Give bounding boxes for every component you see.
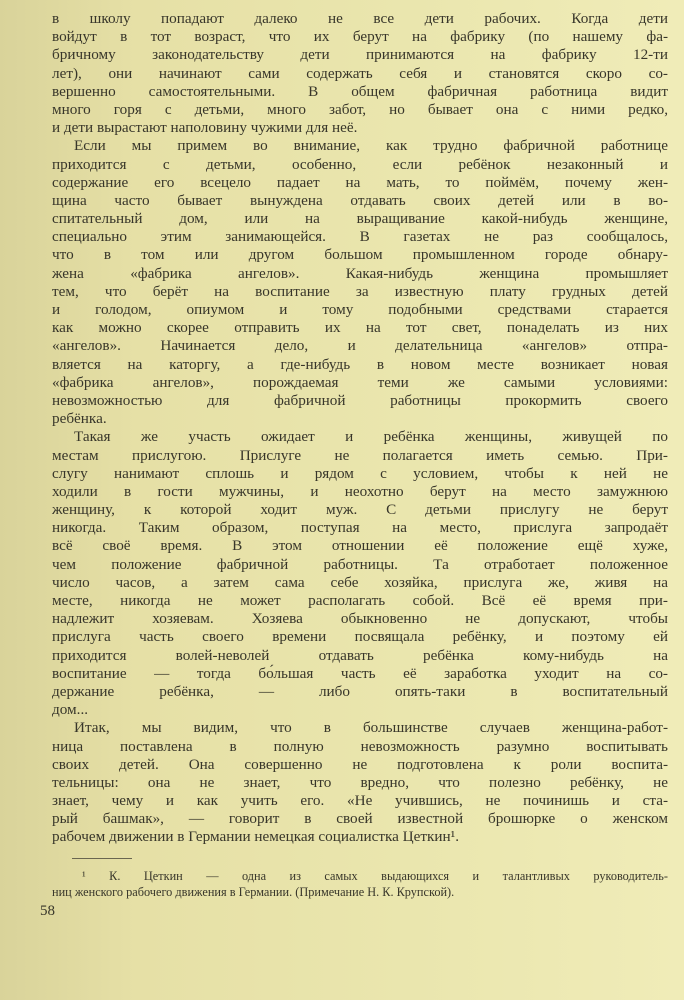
text-line: много горя с детьми, много забот, но бывает она с ними редко, [52, 100, 668, 118]
footnote-line: ниц женского рабочего движения в Германии. (Примечание Н. К. Крупской). [52, 885, 455, 899]
text-line: всё своё время. В этом отношении её положение ещё хуже, [52, 537, 668, 555]
text-line: ребёнка. [52, 410, 107, 428]
text-line: «фабрика ангелов», порождаемая теми же самыми условиями: [52, 373, 668, 391]
text-line: знает, чему и как учить его. «Не учившись, не починишь и ста- [52, 792, 668, 810]
text-line: тем, что берёт на воспитание за известную плату грудных детей [52, 282, 668, 300]
text-line: ходили в гости мужчины, и неохотно берут на место замужнюю [52, 482, 668, 500]
text-line: вляется на каторгу, а где-нибудь в новом месте возникает новая [52, 355, 668, 373]
text-line: дом... [52, 701, 89, 719]
text-line: специально этим занимающейся. В газетах не раз сообщалось, [52, 228, 668, 246]
text-line: лет), они начинают сами содержать себя и становятся скоро со- [52, 64, 668, 82]
text-line: содержание его всецело падает на мать, то поймём, почему жен- [52, 173, 668, 191]
text-line: местам прислугою. Прислуге не полагается иметь семью. При- [52, 446, 668, 464]
text-line: жена «фабрика ангелов». Какая-нибудь женщина промышляет [52, 264, 668, 282]
text-line: и дети вырастают наполовину чужими для неё. [52, 119, 358, 137]
footnote [52, 868, 668, 900]
page-number: 58 [40, 903, 55, 919]
text-line: невозможностью для фабричной работницы прокормить своего [52, 391, 668, 409]
text-line: Такая же участь ожидает и ребёнка женщины, живущей по [74, 428, 668, 446]
text-line: рый башмак», — говорит в своей известной брошюрке о женском [52, 810, 668, 828]
text-line: что в том или другом большом промышленном городе обнару- [52, 246, 668, 264]
text-line: приходится с детьми, особенно, если ребёнок незаконный и [52, 155, 668, 173]
paragraph [52, 137, 668, 428]
paragraph [52, 10, 668, 137]
text-line: число часов, а затем сама себе хозяйка, прислуга же, живя на [52, 573, 668, 591]
text-line: своих детей. Она совершенно не подготовлена к роли воспита- [52, 755, 668, 773]
text-line: бричному законодательству дети принимаются на фабрику 12-ти [52, 46, 668, 64]
text-line: слугу нанимают сплошь и рядом с условием, чтобы к ней не [52, 464, 668, 482]
text-line: месте, никогда не может располагать собой. Всё её время при- [52, 592, 668, 609]
text-line: прислуга часть своего времени посвящала ребёнку, и поэтому ей [52, 628, 668, 646]
text-line: ница поставлена в полную невозможность разумно воспитывать [52, 737, 668, 755]
text-line: чем положение фабричной работницы. Та отработает положенное [52, 555, 668, 573]
text-line: никогда. Таким образом, поступая на место, прислуга запродаёт [52, 519, 668, 537]
text-line: Итак, мы видим, что в большинстве случаев женщина-работ- [74, 719, 668, 737]
text-line: войдут в тот возраст, что их берут на фабрику (по нашему фа- [52, 28, 668, 46]
text-line: рабочем движении в Германии немецкая социалистка Цеткин¹. [52, 828, 459, 846]
text-line: как можно скорее отправить их на тот свет, понаделать из них [52, 319, 668, 337]
text-line: «ангелов». Начинается дело, и делательница «ангелов» отпра- [52, 337, 668, 355]
text-line: спитательный дом, или на выращивание какой-нибудь женщине, [52, 210, 668, 228]
body-text [52, 10, 668, 847]
paragraph [52, 428, 668, 719]
text-line: воспитание — тогда бо́льшая часть её заработка уходит на со- [52, 664, 668, 682]
text-line: тельницы: она не знает, что вредно, что полезно ребёнку, не [52, 773, 668, 791]
text-line: Если мы примем во внимание, как трудно фабричной работнице [74, 137, 668, 155]
paragraph [52, 719, 668, 846]
footnote-divider [72, 858, 132, 859]
text-line: держание ребёнка, — либо опять-таки в воспитательный [52, 682, 668, 700]
text-line: щина часто бывает вынуждена отдавать своих детей или в во- [52, 191, 668, 209]
text-line: надлежит хозяевам. Хозяева обыкновенно не допускают, чтобы [52, 610, 668, 628]
text-line: в школу попадают далеко не все дети рабочих. Когда дети [52, 10, 668, 27]
text-line: женщину, к которой ходит муж. С детьми прислугу не берут [52, 501, 668, 519]
text-line: и голодом, опиумом и тому подобными средствами старается [52, 301, 668, 318]
text-line: приходится волей-неволей отдавать ребёнка кому-нибудь на [52, 646, 668, 664]
footnote-line: ¹ К. Цеткин — одна из самых выдающихся и талантливых руководитель- [82, 869, 668, 883]
text-line: вершенно самостоятельными. В общем фабричная работница видит [52, 82, 668, 100]
